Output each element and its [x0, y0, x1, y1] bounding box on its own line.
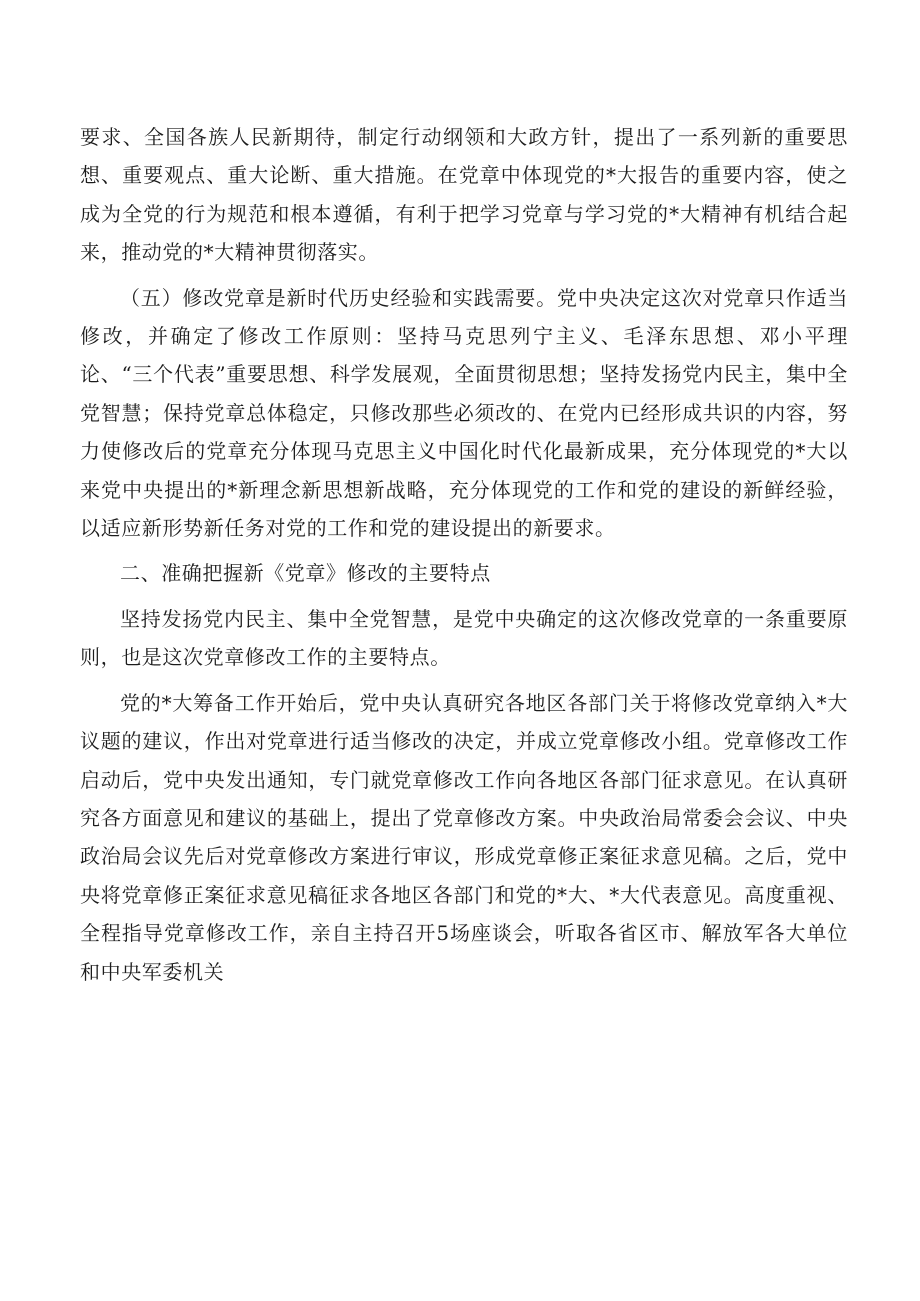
paragraph-continuation: 要求、全国各族人民新期待，制定行动纲领和大政方针，提出了一系列新的重要思想、重要观点、重大论断、重大措施。在党章中体现党的*大报告的重要内容，使之成为全党的行为规范和根本遵循，有利于把学习党章与学习党的*大精神有机结合起来，推动党的*大精神贯彻落实。	[80, 125, 848, 265]
paragraph-revision-process: 党的*大筹备工作开始后，党中央认真研究各地区各部门关于将修改党章纳入*大议题的建议，作出对党章进行适当修改的决定，并成立党章修改小组。党章修改工作启动后，党中央发出通知，专门就党章修改工作向各地区各部门征求意见。在认真研究各方面意见和建议的基础上，提出了党章修改方案。中央政治局常委会会议、中央政治局会议先后对党章修改方案进行审议，形成党章修正案征求意见稿。之后，党中央将党章修正案征求意见稿征求各地区各部门和党的*大、*大代表意见。高度重视、全程指导党章修改工作，亲自主持召开5场座谈会，听取各省区市、解放军各大单位和中央军委机关	[80, 690, 848, 984]
paragraph-democracy-principle: 坚持发扬党内民主、集中全党智慧，是党中央确定的这次修改党章的一条重要原则，也是这次党章修改工作的主要特点。	[80, 606, 848, 670]
document-body	[80, 118, 848, 998]
section-heading: 二、准确把握新《党章》修改的主要特点	[120, 561, 491, 586]
paragraph-item-five: （五）修改党章是新时代历史经验和实践需要。党中央决定这次对党章只作适当修改，并确定了修改工作原则：坚持马克思列宁主义、毛泽东思想、邓小平理论、“三个代表”重要思想、科学发展观，全面贯彻思想；坚持发扬党内民主，集中全党智慧；保持党章总体稳定，只修改那些必须改的、在党内已经形成共识的内容，努力使修改后的党章充分体现马克思主义中国化时代化最新成果，充分体现党的*大以来党中央提出的*新理念新思想新战略，充分体现党的工作和党的建设的新鲜经验，以适应新形势新任务对党的工作和党的建设提出的新要求。	[80, 285, 848, 541]
